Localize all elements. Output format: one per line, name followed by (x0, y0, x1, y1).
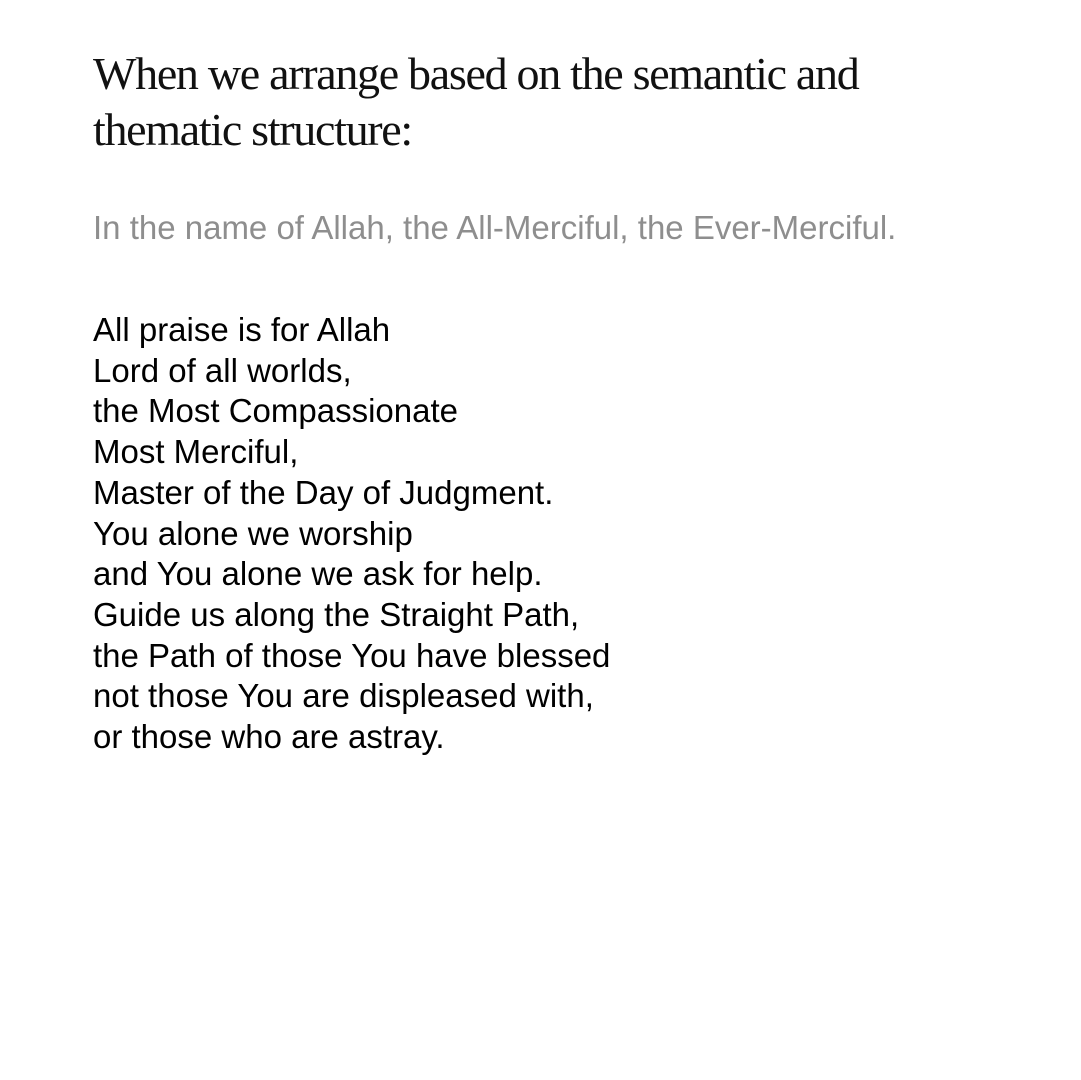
verse-line: Most Merciful, (93, 433, 299, 471)
verse-line: Lord of all worlds, (93, 351, 352, 389)
verse-line: All praise is for Allah (93, 311, 391, 348)
verse-line: or those who are astray. (93, 718, 445, 756)
page-title: When we arrange based on the semantic and thematic structure: (93, 48, 859, 155)
verse-line: and You alone we ask for help. (93, 555, 543, 593)
verse-line: the Most Compassionate (93, 392, 459, 430)
verse-line: Master of the Day of Judgment. (93, 473, 554, 511)
basmala-line: In the name of Allah, the All-Merciful, the Ever-Merciful. (93, 209, 897, 246)
verse-line: Guide us along the Straight Path, (93, 595, 580, 633)
verse-line: You alone we worship (93, 514, 413, 552)
verse-line: the Path of those You have blessed (93, 636, 611, 674)
verse-line: not those You are displeased with, (93, 677, 594, 715)
document-page (93, 46, 1033, 756)
verse-list (93, 310, 610, 758)
